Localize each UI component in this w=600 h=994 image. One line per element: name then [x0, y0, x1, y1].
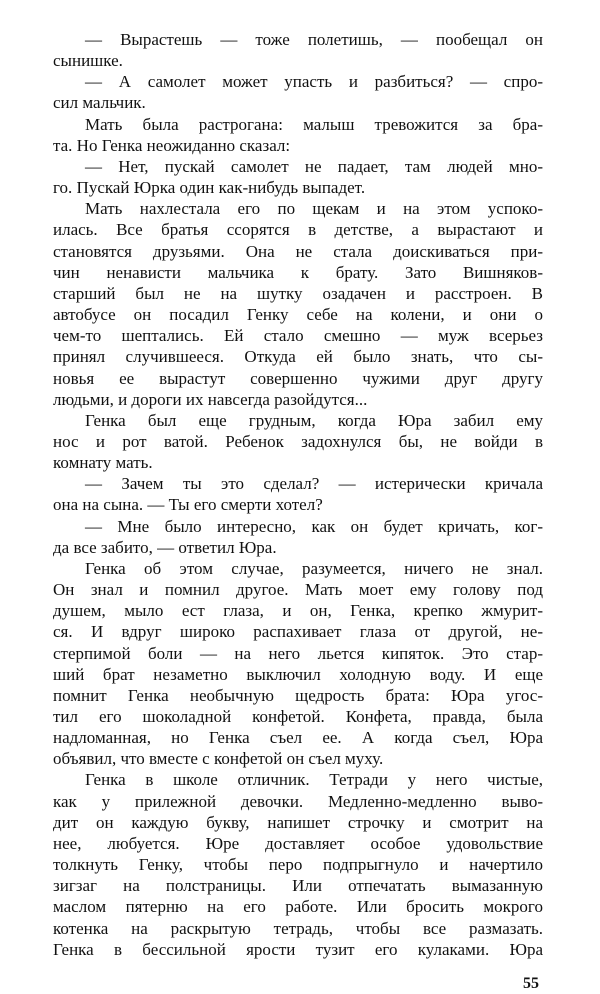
- paragraph: [53, 516, 543, 558]
- text-line: нос и рот ватой. Ребенок задохнулся бы, не войди в: [53, 431, 543, 451]
- text-line: нее, любуется. Юре доставляет особое удовольствие: [53, 833, 543, 853]
- page-number: 55: [523, 974, 539, 992]
- paragraph: [53, 29, 543, 71]
- text-line: чин ненависти мальчика к брату. Зато Вишняков-: [53, 262, 543, 282]
- text-line: зигзаг на полстраницы. Или отпечатать вымазанную: [53, 876, 543, 896]
- text-line: го. Пускай Юрка один как-нибудь выпадет.: [53, 178, 366, 198]
- text-line: — Зачем ты это сделал? — истерически кричала: [85, 474, 543, 494]
- text-line: людьми, и дороги их навсегда разойдутся...: [53, 389, 368, 409]
- text-line: тил его шоколадной конфетой. Конфета, правда, была: [53, 707, 543, 726]
- paragraph: [53, 71, 543, 113]
- text-line: сынишке.: [53, 51, 123, 71]
- paragraph: [53, 156, 543, 198]
- paragraph: [53, 410, 543, 473]
- paragraph: [53, 473, 543, 515]
- text-line: Он знал и помнил другое. Мать моет ему голову под: [53, 580, 543, 600]
- text-line: Генка был еще грудным, когда Юра забил ему: [85, 410, 543, 430]
- text-line: дит он каждую букву, напишет строчку и смотрит на: [53, 812, 543, 832]
- text-line: становятся друзьями. Она не стала доискиваться при-: [53, 241, 543, 261]
- text-line: сил мальчик.: [53, 93, 146, 113]
- text-line: та. Но Генка неожиданно сказал:: [53, 135, 291, 155]
- text-line: надломанная, но Генка съел ее. А когда съел, Юра: [53, 728, 543, 748]
- text-line: помнит Генка необычную щедрость брата: Юра угос-: [53, 685, 543, 705]
- paragraph: [53, 769, 543, 959]
- text-line: новья ее вырастут совершенно чужими друг другу: [53, 368, 543, 388]
- text-line: автобусе он посадил Генку себе на колени, и они о: [53, 305, 543, 325]
- text-line: комнату мать.: [53, 453, 153, 473]
- text-line: Генка в бессильной ярости тузит его кулаками. Юра: [53, 939, 543, 959]
- page-text: [53, 29, 543, 994]
- text-line: котенка на раскрытую тетрадь, чтобы все размазать.: [53, 918, 543, 938]
- text-line: Генка в школе отличник. Тетради у него чистые,: [85, 770, 543, 790]
- text-line: толкнуть Генку, чтобы перо подпрыгнуло и начертило: [53, 855, 543, 875]
- paragraph: [53, 114, 543, 156]
- text-line: старший был не на шутку озадачен и расстроен. В: [53, 283, 543, 303]
- text-line: ся. И вдруг широко распахивает глаза от другой, не-: [53, 622, 543, 642]
- paragraph: [53, 198, 543, 410]
- text-line: как у прилежной девочки. Медленно-медленно выво-: [53, 791, 543, 811]
- text-line: Мать нахлестала его по щекам и на этом успоко-: [85, 199, 543, 219]
- text-line: — Мне было интересно, как он будет кричать, ког-: [85, 516, 543, 536]
- text-line: Генка об этом случае, разумеется, ничего не знал.: [85, 558, 543, 578]
- text-line: она на сына. — Ты его смерти хотел?: [53, 495, 323, 515]
- text-line: стерпимой боли — на него льется кипяток. Это стар-: [53, 643, 543, 663]
- text-line: Мать была растрогана: малыш тревожится за бра-: [85, 114, 543, 134]
- text-line: ший брат незаметно выключил холодную воду. И еще: [53, 664, 543, 684]
- text-line: — Вырастешь — тоже полетишь, — пообещал он: [85, 30, 543, 49]
- text-line: маслом пятерню на его работе. Или бросить мокрого: [53, 897, 543, 917]
- body-text: [53, 29, 543, 960]
- text-line: чем-то шептались. Ей стало смешно — муж всерьез: [53, 326, 543, 346]
- text-line: да все забито, — ответил Юра.: [53, 537, 277, 557]
- text-line: илась. Все братья ссорятся в детстве, а вырастают и: [53, 220, 543, 240]
- text-line: душем, мыло ест глаза, и он, Генка, крепко жмурит-: [53, 601, 543, 621]
- text-line: — Нет, пускай самолет не падает, там людей мно-: [85, 156, 543, 176]
- text-line: — А самолет может упасть и разбиться? — спро-: [85, 72, 543, 92]
- paragraph: [53, 558, 543, 770]
- text-line: принял случившееся. Откуда ей было знать, что сы-: [53, 347, 543, 367]
- text-line: объявил, что вместе с конфетой он съел муху.: [53, 749, 384, 769]
